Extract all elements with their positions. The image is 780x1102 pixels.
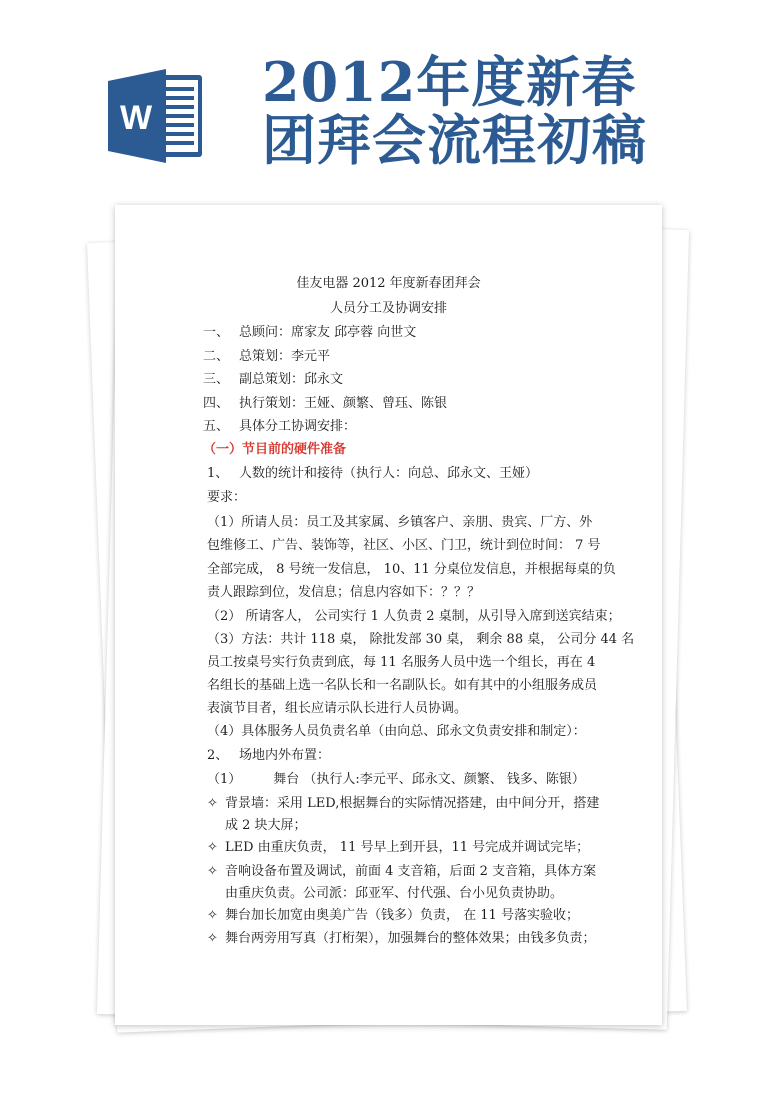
bullet-item: ✧ LED 由重庆负责， 11 号早上到开县，11 号完成并调试完毕； [207,840,590,855]
list-item: 三、 副总策划：邱永文 [203,372,344,387]
list-item: 四、 执行策划：王娅、颜繁、曾珏、陈银 [203,396,448,411]
paragraph-line: 表演节目者，组长应请示队长进行人员协调。 [207,701,468,716]
document-page [115,205,662,1025]
diamond-bullet-icon: ✧ [207,908,218,923]
list-item: 二、 总策划：李元平 [203,349,331,364]
diamond-bullet-icon: ✧ [207,931,218,946]
paragraph-line: 名组长的基础上选一名队长和一名副队长。如有其中的小组服务成员 [207,678,598,693]
stage-line: （1） 舞台 （执行人:李元平、邱永文、颜繁、 钱多、陈银） [207,772,585,787]
bullet-item: ✧ 音响设备布置及调试，前面 4 支音箱，后面 2 支音箱，具体方案 [207,864,597,879]
page-title-line-2: 团拜会流程初稿 [262,108,647,172]
subheading: 2、 场地内外布置： [207,748,331,763]
paragraph-line: 责人跟踪到位，发信息；信息内容如下：？？？ [207,585,481,600]
diamond-bullet-icon: ✧ [207,840,218,855]
paragraph-line: 全部完成， 8 号统一发信息， 10、11 分桌位发信息，并根据每桌的负 [207,562,616,577]
diamond-bullet-icon: ✧ [207,796,218,811]
bullet-item: ✧ 舞台两旁用写真（打桁架），加强舞台的整体效果；由钱多负责； [207,931,596,946]
paragraph-line: 员工按桌号实行负责到底，每 11 名服务人员中选一个组长，再在 4 [207,655,596,670]
bullet-item: ✧ 背景墙：采用 LED,根据舞台的实际情况搭建，由中间分开，搭建 [207,796,600,811]
word-icon-letter: W [119,99,153,137]
subheading: 1、 人数的统计和接待（执行人：向总、邱永文、王娅） [207,466,539,481]
word-icon [108,69,208,163]
diamond-bullet-icon: ✧ [207,864,218,879]
paragraph-line: （3）方法：共计 118 桌， 除批发部 30 桌， 剩余 88 桌， 公司分 44 名 [207,632,635,647]
paragraph-line: （2） 所请客人， 公司实行 1 人负责 2 桌制，从引导入席到送宾结束； [207,609,621,624]
header [0,0,780,200]
section-heading: （一）节目前的硬件准备 [203,442,347,457]
paragraph-line: 包维修工、广告、装饰等，社区、小区、门卫，统计到位时间： 7 号 [207,538,601,553]
paragraph-line: （4）具体服务人员负责名单（由向总、邱永文负责安排和制定）： [207,724,586,739]
bullet-item-cont: 成 2 块大屏； [225,818,307,833]
requirements-label: 要求： [207,490,247,505]
list-item: 一、 总顾问：席家友 邱亭蓉 向世文 [203,325,417,340]
paragraph-line: （1）所请人员：员工及其家属、乡镇客户、亲朋、贵宾、厂方、外 [207,515,593,530]
bullet-item: ✧ 舞台加长加宽由奥美广告（钱多）负责， 在 11 号落实验收； [207,908,579,923]
doc-subtitle: 人员分工及协调安排 [329,301,447,316]
bullet-item-cont: 由重庆负责。公司派：邱亚军、付代强、台小见负责协助。 [225,886,564,901]
page-title-line-1: 2012年度新春 [262,50,637,114]
list-item: 五、 具体分工协调安排： [203,419,357,434]
doc-title: 佳友电器 2012 年度新春团拜会 [296,276,481,291]
